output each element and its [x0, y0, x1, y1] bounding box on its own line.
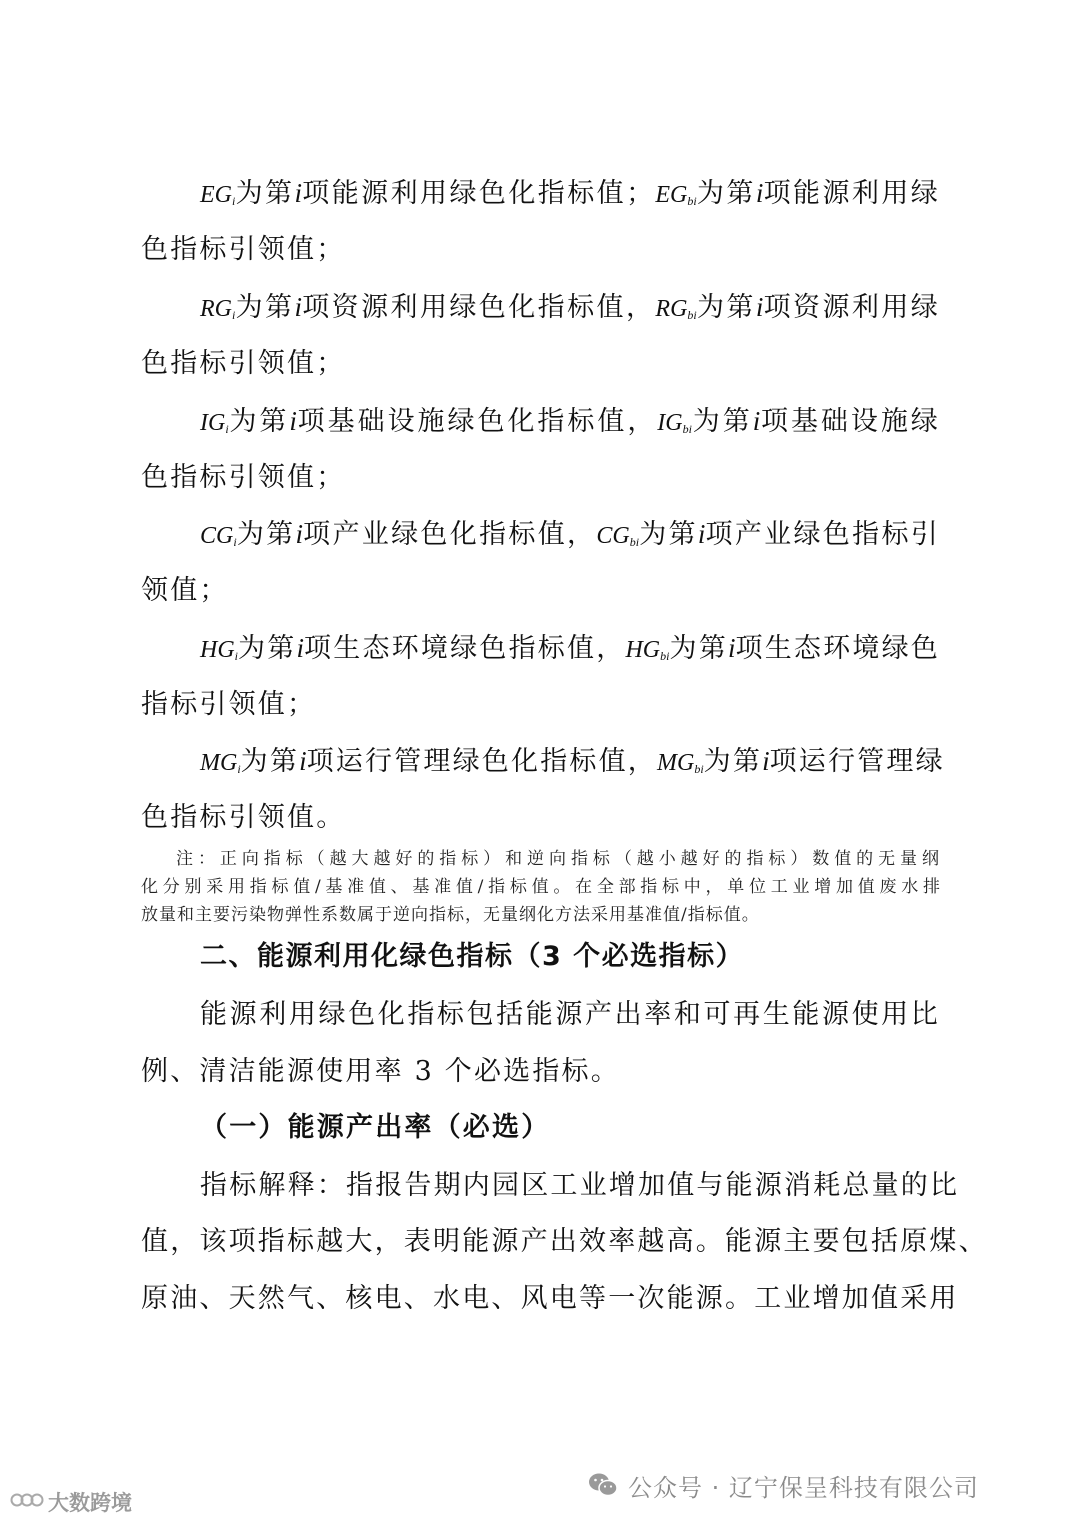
symbol-rg-bi: $RG_{bi}$: [655, 296, 697, 322]
symbol-hg-i: $HG_i$: [200, 637, 239, 663]
note-line1: 注：正向指标（越大越好的指标）和逆向指标（越小越好的指标）数值的无量纲: [176, 849, 940, 869]
symbol-ig-bi: $IG_{bi}$: [657, 410, 692, 436]
para1-line1: 能源利用绿色化指标包括能源产出率和可再生能源使用比: [200, 999, 940, 1030]
def-rg-line1: $RG_i$为第i项资源利用绿色化指标值，$RG_{bi}$为第i项资源利用绿: [200, 292, 940, 323]
def-rg-line2: 色指标引领值；: [141, 348, 346, 379]
def-ig-line2: 色指标引领值；: [141, 462, 346, 493]
source-watermark: [10, 1487, 132, 1517]
para2-line1: 指标解释：指报告期内园区工业增加值与能源消耗总量的比: [200, 1170, 960, 1201]
wechat-icon: [588, 1472, 618, 1498]
source-label: 大数跨境: [48, 1491, 132, 1515]
symbol-eg-i: $EG_i$: [200, 182, 236, 208]
para2-line2: 值，该项指标越大，表明能源产出效率越高。能源主要包括原煤、: [141, 1226, 988, 1257]
def-eg-line2: 色指标引领值；: [141, 234, 346, 265]
subsection-heading: （一）能源产出率（必选）: [200, 1112, 551, 1143]
symbol-cg-i: $CG_i$: [200, 523, 237, 549]
note-line2: 化分别采用指标值/基准值、基准值/指标值。在全部指标中，单位工业增加值废水排: [141, 877, 941, 897]
def-eg-line1: $EG_i$为第i项能源利用绿色化指标值；$EG_{bi}$为第i项能源利用绿: [200, 178, 941, 209]
symbol-hg-bi: $HG_{bi}$: [625, 637, 670, 663]
para2-line3: 原油、天然气、核电、水电、风电等一次能源。工业增加值采用: [141, 1283, 959, 1314]
wechat-account-label: 公众号 · 辽宁保呈科技有限公司: [628, 1473, 979, 1502]
def-ig-line1: $IG_i$为第i项基础设施绿色化指标值，$IG_{bi}$为第i项基础设施绿: [200, 406, 941, 437]
def-cg-line1: $CG_i$为第i项产业绿色化指标值，$CG_{bi}$为第i项产业绿色指标引: [200, 519, 940, 550]
symbol-cg-bi: $CG_{bi}$: [596, 523, 640, 549]
def-hg-line2: 指标引领值；: [141, 689, 317, 720]
symbol-ig-i: $IG_i$: [200, 410, 229, 436]
def-mg-line1: $MG_i$为第i项运行管理绿色化指标值，$MG_{bi}$为第i项运行管理绿: [200, 746, 945, 777]
def-mg-line2: 色指标引领值。: [141, 802, 346, 833]
def-hg-line1: $HG_i$为第i项生态环境绿色指标值，$HG_{bi}$为第i项生态环境绿色: [200, 633, 940, 664]
source-logo-icon: [10, 1489, 44, 1516]
note-line3: 放量和主要污染物弹性系数属于逆向指标，无量纲化方法采用基准值/指标值。: [141, 905, 760, 925]
symbol-mg-i: $MG_i$: [200, 750, 241, 776]
symbol-eg-bi: $EG_{bi}$: [655, 182, 697, 208]
section-heading: 二、能源利用化绿色指标（3 个必选指标）: [200, 941, 745, 972]
wechat-watermark: [588, 1465, 979, 1505]
def-cg-line2: 领值；: [141, 575, 229, 606]
symbol-rg-i: $RG_i$: [200, 296, 236, 322]
para1-line2: 例、清洁能源使用率 3 个必选指标。: [141, 1056, 620, 1087]
symbol-mg-bi: $MG_{bi}$: [657, 750, 704, 776]
